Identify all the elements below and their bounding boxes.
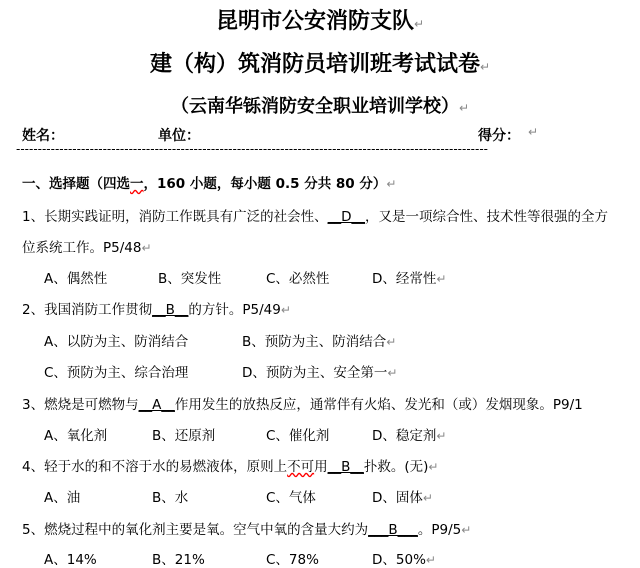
divider-line: ------------------------------------------------------------------------------------------------------------- [16,142,488,154]
answer-blank: ___B___ [368,522,418,538]
answer-blank: __B__ [152,302,189,318]
title-line-3: （云南华铄消防安全职业培训学校）↵ [170,96,470,117]
option-d: D、固体↵ [372,490,433,506]
question-1-line-2: 位系统工作。P5/48↵ [22,240,152,256]
title-line-2: 建（构）筑消防员培训班考试试卷↵ [149,51,491,77]
option-d: D、预防为主、安全第一↵ [242,365,398,381]
option-d: D、50%↵ [372,552,436,568]
option-d: D、稳定剂↵ [372,428,447,444]
score-label: 得分： [478,128,520,144]
question-2-line-1: 2、我国消防工作贯彻__B__的方针。P5/49↵ [22,302,291,318]
paragraph-mark-icon: ↵ [479,60,491,74]
paragraph-mark-icon: ↵ [528,125,539,139]
answer-blank: __A__ [138,397,175,413]
option-a: A、14% [44,552,97,568]
name-label: 姓名： [22,128,64,144]
option-b: B、突发性 [158,271,222,287]
option-a: A、偶然性 [44,271,108,287]
option-c: C、催化剂 [266,428,330,444]
answer-blank: __B__ [327,459,364,475]
question-1-line-1: 1、长期实践证明，消防工作既具有广泛的社会性、__D__，又是一项综合性、技术性等很强的全方 [22,209,608,225]
title-line-1: 昆明市公安消防支队↵ [215,8,425,34]
option-b: B、21% [152,552,205,568]
option-d: D、经常性↵ [372,271,447,287]
option-c: C、必然性 [266,271,330,287]
question-3-line-1: 3、燃烧是可燃物与__A__作用发生的放热反应，通常伴有火焰、发光和（或）发烟现象。P9/1 [22,397,583,413]
question-4-line-1: 4、轻于水的和不溶于水的易燃液体，原则上不可用__B__扑救。(无)↵ [22,459,439,475]
paragraph-mark-icon: ↵ [458,101,470,115]
option-b: B、还原剂 [152,428,216,444]
option-c: C、气体 [266,490,316,506]
option-b: B、水 [152,490,189,506]
paragraph-mark-icon: ↵ [413,17,425,31]
option-a: A、氧化剂 [44,428,108,444]
option-a: A、以防为主、防消结合 [44,334,189,350]
option-c: C、预防为主、综合治理 [44,365,189,381]
option-c: C、78% [266,552,319,568]
option-a: A、油 [44,490,81,506]
section-heading: 一、选择题（四选一，160 小题，每小题 0.5 分共 80 分）↵ [22,176,397,192]
answer-blank: __D__ [327,209,365,225]
question-5-line-1: 5、燃烧过程中的氧化剂主要是氧。空气中氧的含量大约为___B___。P9/5↵ [22,522,472,538]
option-b: B、预防为主、防消结合↵ [242,334,397,350]
unit-label: 单位： [158,128,200,144]
